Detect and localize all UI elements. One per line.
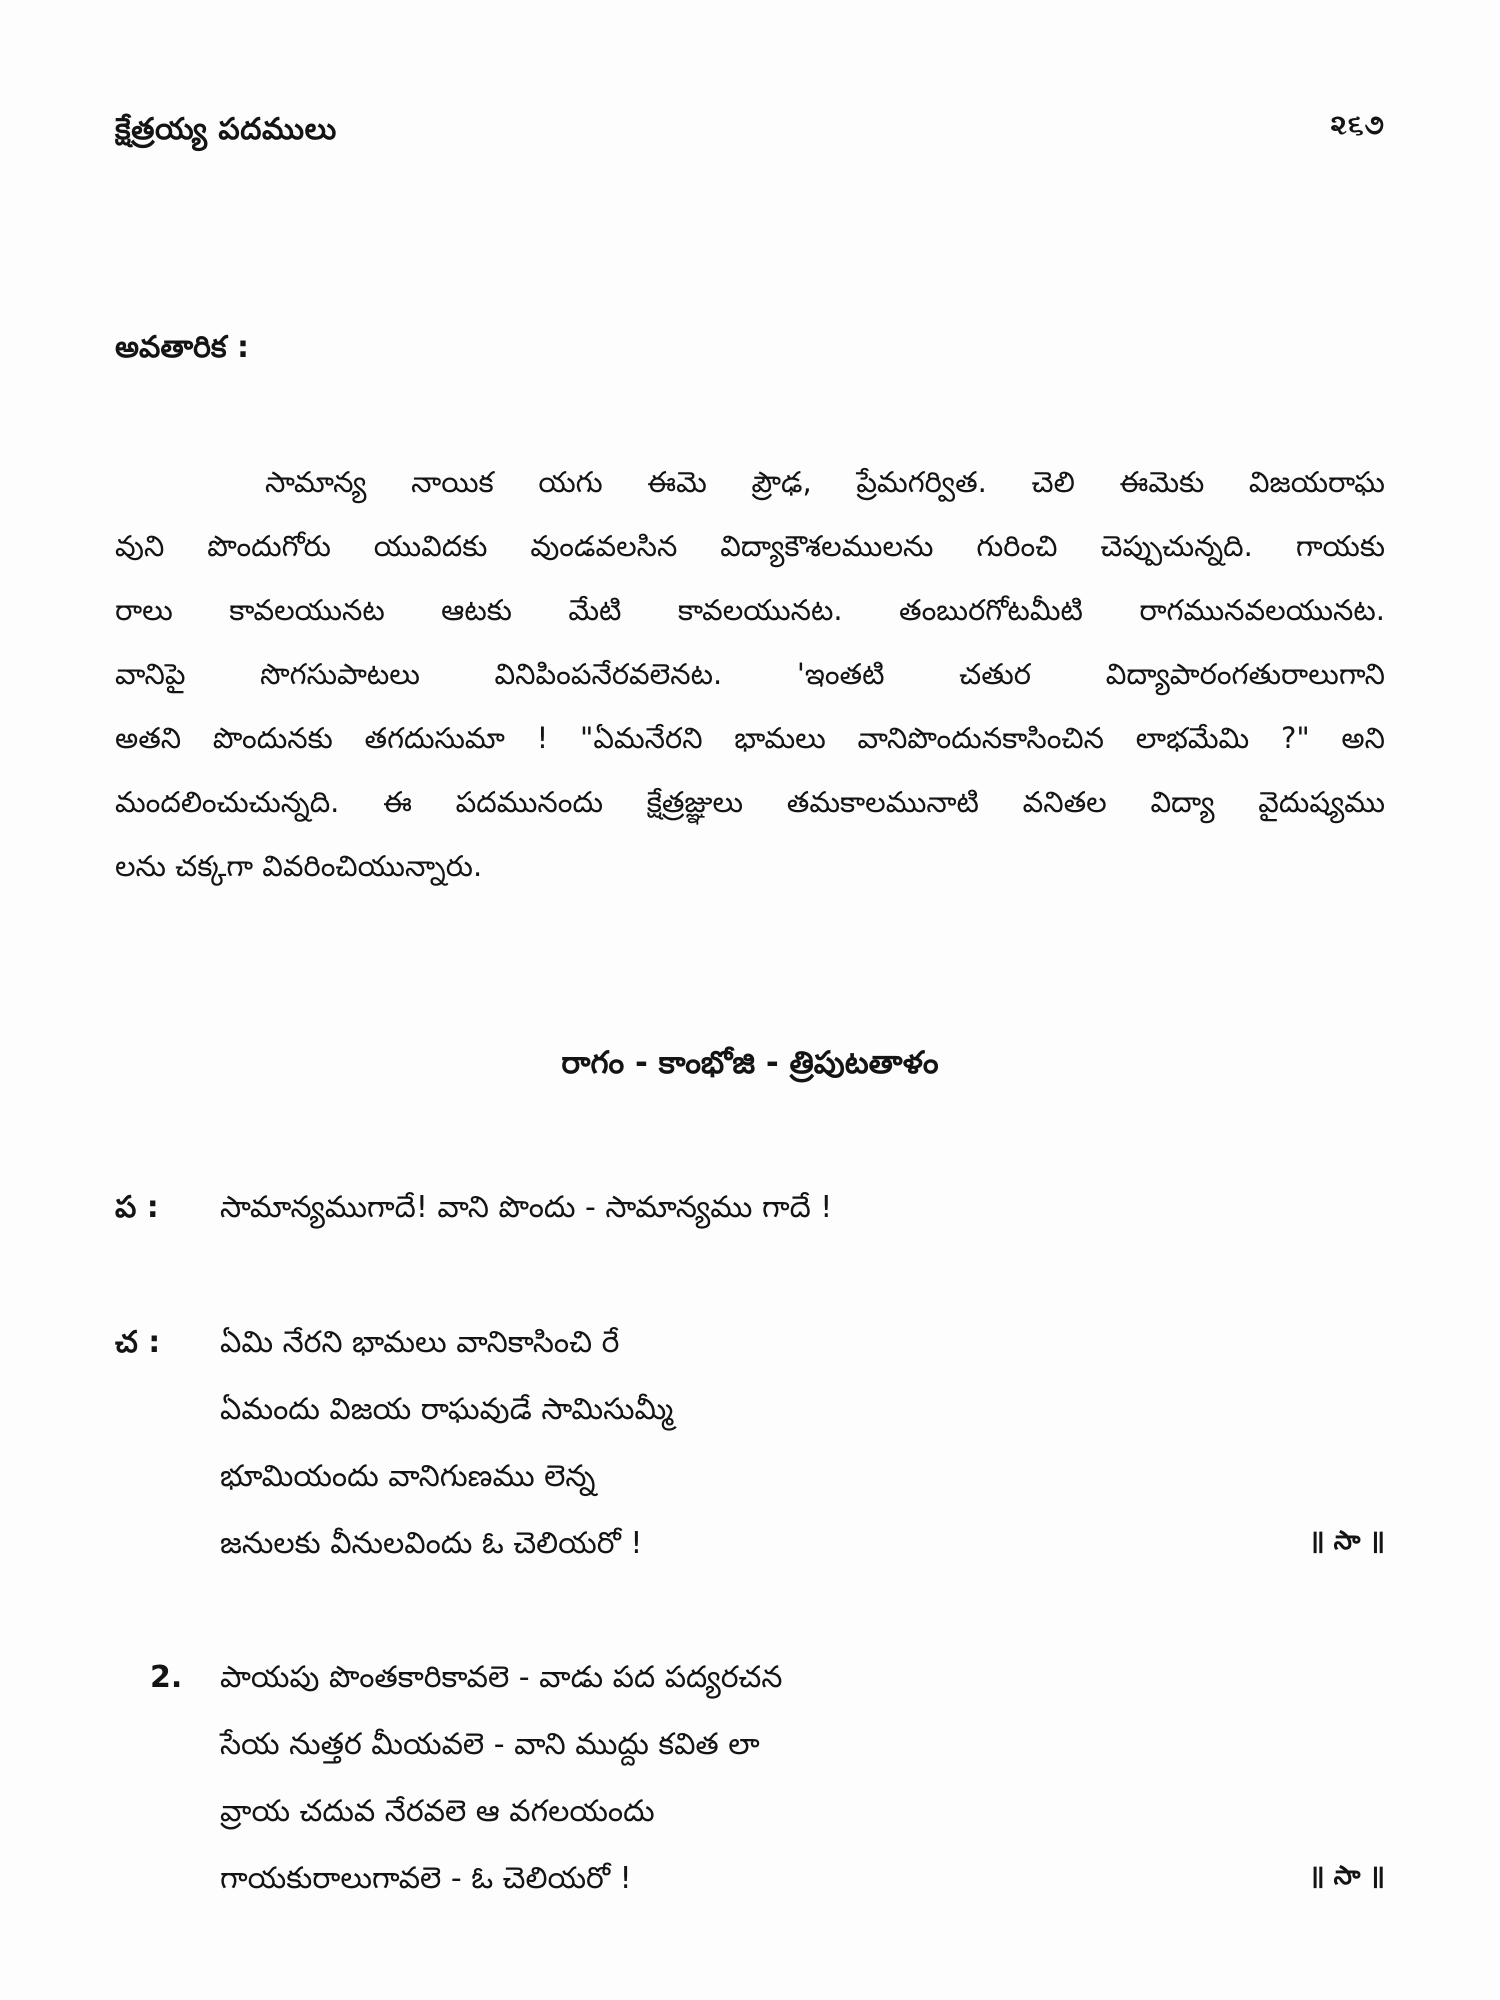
pallavi-label: ప : xyxy=(115,1190,159,1225)
introduction-line: అతని పొందునకు తగదుసుమా ! "ఏమనేరని భామలు వానిపొందునకాసించిన లాభమేమి ?" అని xyxy=(115,721,1385,755)
verse-line: భూమియందు వానిగుణము లెన్న xyxy=(220,1459,596,1494)
raga-tala-heading: రాగం - కాంభోజి - త్రిపుటతాళం xyxy=(561,1045,939,1081)
introduction-line: వుని పొందుగోరు యువిదకు వుండవలసిన విద్యాకౌశలములను గురించి చెప్పుచున్నది. గాయకు xyxy=(115,529,1385,563)
introduction-line: రాలు కావలయునట ఆటకు మేటి కావలయునట. తంబురగోటమీటి రాగమునవలయునట. xyxy=(115,593,1385,627)
refrain-marker: ॥ సా ॥ xyxy=(1308,1526,1385,1556)
introduction-line: వానిపై సొగసుపాటలు వినిపింపనేరవలెనట. 'ఇంతటి చతుర విద్యాపారంగతురాలుగాని xyxy=(115,657,1385,691)
verse-line: సామాన్యముగాదే! వాని పొందు - సామాన్యము గాదే ! xyxy=(220,1190,833,1225)
charanam-number-label: 2. xyxy=(150,1660,183,1695)
verse-line: పాయపు పొంతకారికావలె - వాడు పద పద్యరచన xyxy=(220,1660,783,1695)
verse-line: ఏమందు విజయ రాఘవుడే సామిసుమ్మీ xyxy=(220,1392,674,1427)
verse-line: సేయ నుత్తర మీయవలె - వాని ముద్దు కవిత లా xyxy=(220,1727,760,1762)
verse-line: వ్రాయ చదువ నేరవలె ఆ వగలయందు xyxy=(220,1794,655,1829)
charanam-label: చ : xyxy=(115,1325,161,1360)
verse-line: జనులకు వీనులవిందు ఓ చెలియరో ! xyxy=(220,1526,643,1561)
introduction-line: లను చక్కగా వివరించియున్నారు. xyxy=(115,849,483,883)
charanam-2-text xyxy=(220,1660,782,1928)
introduction-line: మందలించుచున్నది. ఈ పదమునందు క్షేత్రజ్ఞులు తమకాలమునాటి వనితల విద్యా వైదుష్యము xyxy=(115,785,1385,819)
introduction-heading: అవతారిక : xyxy=(115,330,250,365)
running-header-title: క్షేత్రయ్య పదములు xyxy=(115,112,337,147)
verse-line: ఏమి నేరని భామలు వానికాసించి రే xyxy=(220,1325,620,1360)
page-number: ૨૬૭ xyxy=(1330,108,1385,141)
charanam-1-text xyxy=(220,1325,673,1593)
refrain-marker: ॥ సా ॥ xyxy=(1308,1861,1385,1891)
verse-line: గాయకురాలుగావలె - ఓ చెలియరో ! xyxy=(220,1861,632,1896)
pallavi-text xyxy=(220,1190,832,1257)
introduction-paragraph xyxy=(115,450,1385,898)
introduction-line: సామాన్య నాయిక యగు ఈమె ప్రౌఢ, ప్రేమగర్విత. చెలి ఈమెకు విజయరాఘ xyxy=(265,465,1385,499)
